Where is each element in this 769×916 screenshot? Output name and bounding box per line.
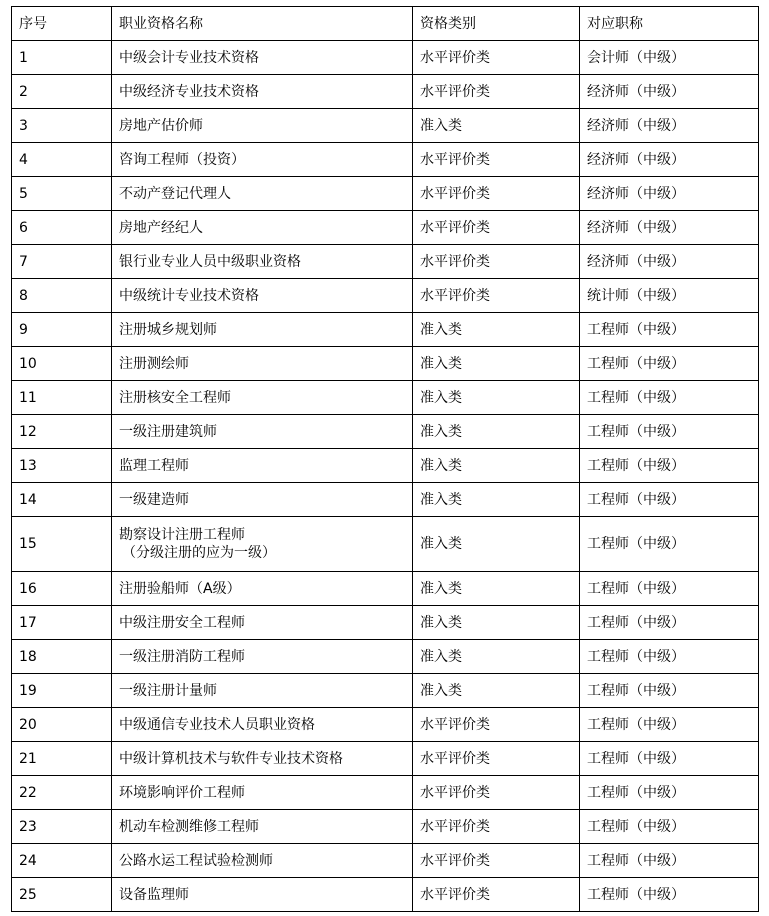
- cell-qualification-category: 准入类: [413, 109, 580, 143]
- cell-serial-number: 2: [12, 75, 112, 109]
- cell-serial-number: 15: [12, 517, 112, 572]
- cell-serial-number: 9: [12, 313, 112, 347]
- cell-qualification-name: 不动产登记代理人: [112, 177, 413, 211]
- table-row: [12, 211, 759, 245]
- table-row: [12, 381, 759, 415]
- cell-qualification-name: 环境影响评价工程师: [112, 776, 413, 810]
- cell-qualification-name: 中级经济专业技术资格: [112, 75, 413, 109]
- cell-serial-number: 1: [12, 41, 112, 75]
- table-row: [12, 279, 759, 313]
- cell-corresponding-title: 工程师（中级）: [580, 483, 759, 517]
- cell-corresponding-title: 工程师（中级）: [580, 449, 759, 483]
- cell-corresponding-title: 经济师（中级）: [580, 109, 759, 143]
- table-row: [12, 177, 759, 211]
- table-row: [12, 313, 759, 347]
- cell-corresponding-title: 工程师（中级）: [580, 844, 759, 878]
- table-body: [12, 41, 759, 912]
- cell-qualification-category: 准入类: [413, 517, 580, 572]
- cell-qualification-category: 水平评价类: [413, 708, 580, 742]
- cell-qualification-category: 水平评价类: [413, 279, 580, 313]
- table-row: [12, 517, 759, 572]
- cell-serial-number: 21: [12, 742, 112, 776]
- cell-qualification-category: 准入类: [413, 640, 580, 674]
- cell-serial-number: 8: [12, 279, 112, 313]
- cell-corresponding-title: 工程师（中级）: [580, 517, 759, 572]
- cell-serial-number: 18: [12, 640, 112, 674]
- header-qualification-name: 职业资格名称: [112, 7, 413, 41]
- header-qualification-category: 资格类别: [413, 7, 580, 41]
- cell-qualification-name: 中级计算机技术与软件专业技术资格: [112, 742, 413, 776]
- table-row: [12, 572, 759, 606]
- table-row: [12, 776, 759, 810]
- cell-corresponding-title: 工程师（中级）: [580, 742, 759, 776]
- cell-qualification-name: 注册城乡规划师: [112, 313, 413, 347]
- cell-serial-number: 4: [12, 143, 112, 177]
- table-row: [12, 449, 759, 483]
- cell-qualification-name: 银行业专业人员中级职业资格: [112, 245, 413, 279]
- cell-qualification-name: 注册核安全工程师: [112, 381, 413, 415]
- table-row: [12, 483, 759, 517]
- cell-corresponding-title: 工程师（中级）: [580, 878, 759, 912]
- cell-corresponding-title: 工程师（中级）: [580, 674, 759, 708]
- table-row: [12, 742, 759, 776]
- cell-qualification-name: 设备监理师: [112, 878, 413, 912]
- cell-qualification-name: 一级建造师: [112, 483, 413, 517]
- cell-qualification-name: 一级注册建筑师: [112, 415, 413, 449]
- cell-qualification-category: 水平评价类: [413, 143, 580, 177]
- qualification-table: [11, 6, 759, 912]
- cell-corresponding-title: 工程师（中级）: [580, 415, 759, 449]
- cell-corresponding-title: 工程师（中级）: [580, 708, 759, 742]
- cell-qualification-category: 准入类: [413, 347, 580, 381]
- header-corresponding-title: 对应职称: [580, 7, 759, 41]
- cell-corresponding-title: 工程师（中级）: [580, 572, 759, 606]
- cell-serial-number: 10: [12, 347, 112, 381]
- cell-serial-number: 3: [12, 109, 112, 143]
- cell-qualification-category: 准入类: [413, 313, 580, 347]
- cell-serial-number: 11: [12, 381, 112, 415]
- cell-qualification-name: 中级会计专业技术资格: [112, 41, 413, 75]
- cell-corresponding-title: 工程师（中级）: [580, 606, 759, 640]
- cell-qualification-name: 监理工程师: [112, 449, 413, 483]
- cell-qualification-category: 水平评价类: [413, 41, 580, 75]
- cell-qualification-name: 一级注册消防工程师: [112, 640, 413, 674]
- table-row: [12, 143, 759, 177]
- qualification-name-line: 勘察设计注册工程师: [119, 527, 245, 543]
- cell-corresponding-title: 统计师（中级）: [580, 279, 759, 313]
- qualification-name-note: （分级注册的应为一级）: [122, 545, 276, 561]
- table-row: [12, 844, 759, 878]
- table-row: [12, 878, 759, 912]
- cell-corresponding-title: 工程师（中级）: [580, 810, 759, 844]
- cell-qualification-name: 机动车检测维修工程师: [112, 810, 413, 844]
- cell-qualification-category: 水平评价类: [413, 742, 580, 776]
- cell-qualification-category: 准入类: [413, 415, 580, 449]
- cell-serial-number: 7: [12, 245, 112, 279]
- cell-qualification-name: 房地产估价师: [112, 109, 413, 143]
- cell-qualification-category: 准入类: [413, 483, 580, 517]
- cell-corresponding-title: 经济师（中级）: [580, 211, 759, 245]
- cell-qualification-category: 水平评价类: [413, 75, 580, 109]
- cell-qualification-category: 水平评价类: [413, 844, 580, 878]
- cell-qualification-category: 准入类: [413, 572, 580, 606]
- cell-qualification-category: 准入类: [413, 449, 580, 483]
- header-serial-number: 序号: [12, 7, 112, 41]
- cell-serial-number: 12: [12, 415, 112, 449]
- cell-serial-number: 23: [12, 810, 112, 844]
- cell-qualification-category: 准入类: [413, 606, 580, 640]
- cell-serial-number: 14: [12, 483, 112, 517]
- cell-serial-number: 19: [12, 674, 112, 708]
- cell-corresponding-title: 经济师（中级）: [580, 177, 759, 211]
- table-row: [12, 75, 759, 109]
- cell-corresponding-title: 工程师（中级）: [580, 640, 759, 674]
- cell-serial-number: 5: [12, 177, 112, 211]
- table-row: [12, 415, 759, 449]
- table-row: [12, 674, 759, 708]
- table-row: [12, 810, 759, 844]
- qualification-table-container: [11, 6, 758, 912]
- cell-qualification-name: 中级通信专业技术人员职业资格: [112, 708, 413, 742]
- cell-qualification-name: 房地产经纪人: [112, 211, 413, 245]
- cell-qualification-name: 中级统计专业技术资格: [112, 279, 413, 313]
- cell-corresponding-title: 工程师（中级）: [580, 313, 759, 347]
- cell-corresponding-title: 会计师（中级）: [580, 41, 759, 75]
- table-row: [12, 41, 759, 75]
- cell-qualification-category: 水平评价类: [413, 878, 580, 912]
- table-row: [12, 245, 759, 279]
- cell-corresponding-title: 工程师（中级）: [580, 381, 759, 415]
- cell-qualification-category: 准入类: [413, 674, 580, 708]
- cell-serial-number: 17: [12, 606, 112, 640]
- cell-corresponding-title: 经济师（中级）: [580, 245, 759, 279]
- cell-qualification-name: 注册测绘师: [112, 347, 413, 381]
- cell-corresponding-title: 工程师（中级）: [580, 347, 759, 381]
- cell-qualification-category: 水平评价类: [413, 245, 580, 279]
- table-row: [12, 640, 759, 674]
- cell-serial-number: 24: [12, 844, 112, 878]
- cell-qualification-name: 咨询工程师（投资）: [112, 143, 413, 177]
- cell-serial-number: 13: [12, 449, 112, 483]
- cell-qualification-category: 水平评价类: [413, 776, 580, 810]
- cell-qualification-name: 中级注册安全工程师: [112, 606, 413, 640]
- cell-qualification-name: 公路水运工程试验检测师: [112, 844, 413, 878]
- cell-corresponding-title: 工程师（中级）: [580, 776, 759, 810]
- cell-qualification-category: 准入类: [413, 381, 580, 415]
- table-header-row: [12, 7, 759, 41]
- cell-corresponding-title: 经济师（中级）: [580, 75, 759, 109]
- table-row: [12, 708, 759, 742]
- cell-qualification-name: 注册验船师（A级）: [112, 572, 413, 606]
- cell-serial-number: 22: [12, 776, 112, 810]
- cell-serial-number: 16: [12, 572, 112, 606]
- cell-qualification-category: 水平评价类: [413, 177, 580, 211]
- cell-qualification-name: [112, 517, 413, 572]
- cell-serial-number: 20: [12, 708, 112, 742]
- cell-qualification-category: 水平评价类: [413, 211, 580, 245]
- table-row: [12, 109, 759, 143]
- cell-qualification-name: 一级注册计量师: [112, 674, 413, 708]
- table-row: [12, 606, 759, 640]
- cell-corresponding-title: 经济师（中级）: [580, 143, 759, 177]
- cell-serial-number: 6: [12, 211, 112, 245]
- cell-serial-number: 25: [12, 878, 112, 912]
- table-row: [12, 347, 759, 381]
- cell-qualification-category: 水平评价类: [413, 810, 580, 844]
